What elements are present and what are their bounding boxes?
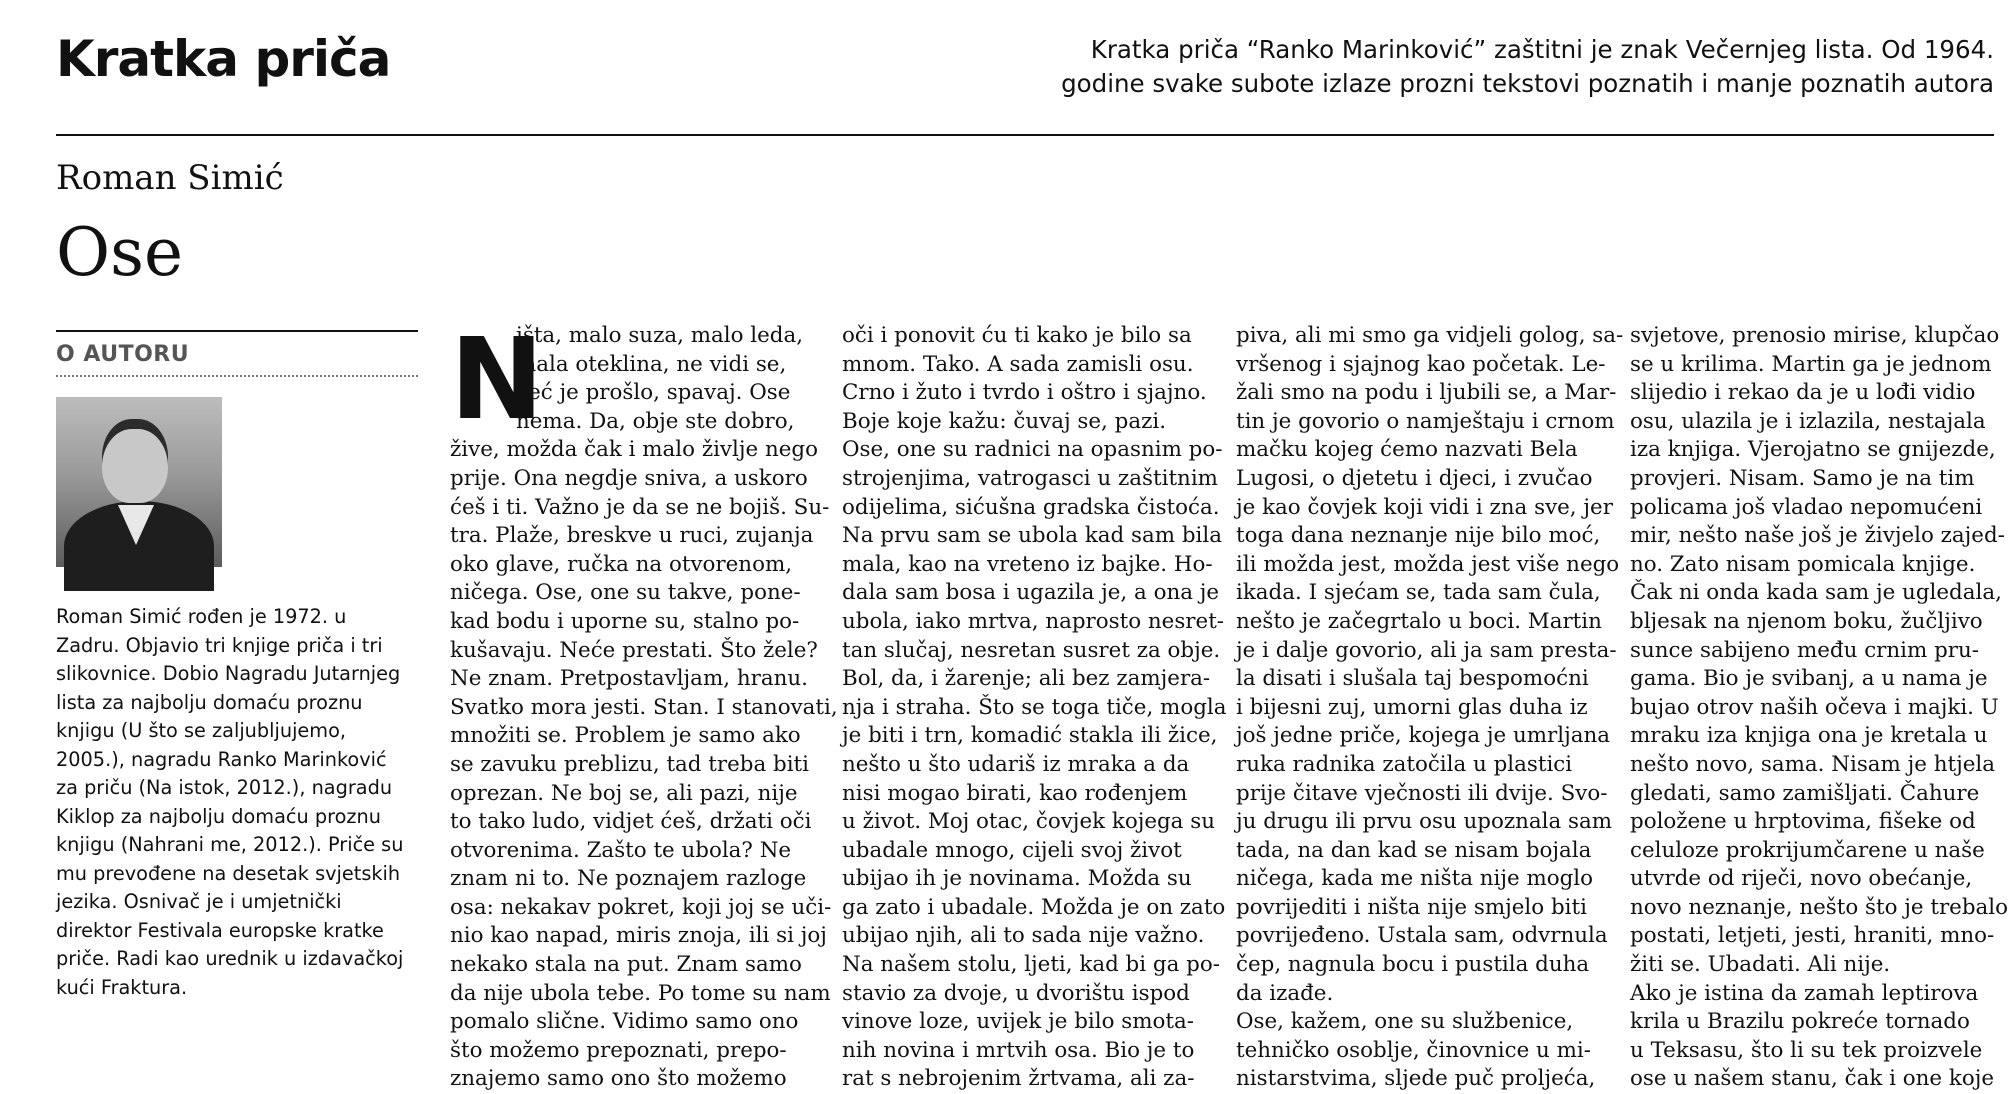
text-line: prije čitave vječnosti ili dvije. Svo- (1236, 780, 1608, 806)
text-line: Na prvu sam se ubola kad sam bila (842, 523, 1222, 549)
text-line: bujao otrov naših očeva i majki. U (1630, 694, 1999, 720)
text-line: mnom. Tako. A sada zamisli osu. (842, 351, 1194, 377)
text-line: žive, možda čak i malo življe nego (450, 437, 818, 463)
text-line: nekako stala na put. Znam samo (450, 952, 802, 978)
text-line: Crno i žuto i tvrdo i oštro i sjajno. (842, 380, 1207, 406)
bio-line: Roman Simić rođen je 1972. u (56, 605, 347, 628)
text-line: ničega, kada me ništa nije moglo (1236, 866, 1594, 892)
text-line: osa: nekakav pokret, koji joj se uči- (450, 894, 832, 920)
text-line: žali smo na podu i ljubili se, a Mar- (1236, 380, 1617, 406)
text-column-3 (1236, 322, 1624, 1094)
text-line: tin je govorio o namještaju i crnom (1236, 408, 1615, 434)
text-line: ose u našem stanu, čak i one koje (1630, 1066, 1994, 1092)
text-line: znam ni to. Ne poznajem razloge (450, 866, 807, 892)
tagline-line: Kratka priča “Ranko Marinković” zaštitni je znak Večernjeg lista. Od 1964. (1090, 35, 1994, 64)
text-line: žiti se. Ubadati. Ali nije. (1630, 952, 1891, 978)
bio-line: jezika. Osnivač je i umjetnički (56, 890, 342, 913)
text-line: nema. Da, obje ste dobro, (516, 408, 795, 434)
text-line: tada, na dan kad se nisam bojala (1236, 837, 1592, 863)
header-tagline (994, 33, 1994, 101)
text-line: množiti se. Problem je samo ako (450, 723, 801, 749)
text-line: nešto je začegrtalo u boci. Martin (1236, 608, 1602, 634)
bio-line: kući Fraktura. (56, 975, 188, 999)
text-line: tehničko osoblje, činovnice u mi- (1236, 1037, 1591, 1063)
drop-cap: N (450, 315, 544, 445)
text-line: Bol, da, i žarenje; ali bez zamjera- (842, 666, 1211, 692)
text-line: la disati i slušala taj bespomoćni (1236, 666, 1589, 692)
text-line: nih novina i mrtvih osa. Bio je to (842, 1037, 1195, 1063)
bio-line: knjigu (Nahrani me, 2012.). Priče su (56, 833, 404, 856)
sidebar-heading: O AUTORU (56, 342, 190, 367)
sidebar-dotted-divider (56, 375, 418, 377)
text-line: provjeri. Nisam. Samo je na tim (1630, 465, 1975, 491)
text-line: mir, nešto naše još je živjelo zajed- (1630, 523, 2005, 549)
text-line: to tako ludo, vidjet ćeš, držati oči (450, 809, 812, 835)
text-line: novo neznanje, nešto što je trebalo (1630, 894, 2008, 920)
text-line: no. Zato nisam pomicala knjige. (1630, 551, 1976, 577)
text-line: pomalo slične. Vidimo samo ono (450, 1009, 799, 1035)
section-title: Kratka priča (56, 30, 391, 88)
text-line: strojenjima, vatrogasci u zaštitnim (842, 465, 1218, 491)
text-line: nio kao napad, miris znoja, ili si joj (450, 923, 827, 949)
text-line: ikada. I sjećam se, tada sam čula, (1236, 580, 1601, 606)
text-line: stavio za dvoje, u dvorištu ispod (842, 980, 1190, 1006)
text-line: je i dalje govorio, ali ja sam presta- (1236, 637, 1617, 663)
text-line: Ako je istina da zamah leptirova (1630, 980, 1979, 1006)
text-line: povrijediti i ništa nije smjelo biti (1236, 894, 1587, 920)
text-line: se u krilima. Martin ga je jednom (1630, 351, 1992, 377)
bio-line: priče. Radi kao urednik u izdavačkoj (56, 947, 404, 970)
text-line: je kao čovjek koji vidi i zna sve, jer (1236, 494, 1613, 520)
text-column-4 (1630, 322, 2008, 1094)
text-line: Na našem stolu, ljeti, kad bi ga po- (842, 952, 1220, 978)
text-line: sunce sabijeno među crnim pru- (1630, 637, 1980, 663)
bio-line: Kiklop za najbolju domaću proznu (56, 804, 381, 828)
text-line: već je prošlo, spavaj. Ose (516, 380, 791, 406)
text-line: krila u Brazilu pokreće tornado (1630, 1009, 1970, 1035)
text-line: ga zato i ubadale. Možda je on zato (842, 894, 1226, 920)
author-bio (56, 603, 418, 1002)
bio-line: direktor Festivala europske kratke (56, 918, 384, 942)
text-line: i bijesni zuj, umorni glas duha iz (1236, 694, 1588, 720)
text-line: nistarstvima, sljede puč proljeća, (1236, 1066, 1596, 1092)
text-line: nešto novo, sama. Nisam je htjela (1630, 751, 1995, 777)
text-line: ubola, iako mrtva, naprosto nesret- (842, 608, 1225, 634)
text-column-2 (842, 322, 1227, 1094)
text-line: još jedne priče, kojega je umrljana (1236, 723, 1611, 749)
story-title: Ose (56, 214, 184, 291)
text-line: kušavaju. Neće prestati. Što žele? (450, 637, 818, 663)
bio-line: za priču (Na istok, 2012.), nagradu (56, 776, 393, 799)
text-line: nisi mogao birati, kao rođenjem (842, 780, 1188, 806)
tagline-line: godine svake subote izlaze prozni tekstovi poznatih i manje poznatih autora (1061, 69, 1994, 98)
text-line: da izađe. (1236, 980, 1334, 1006)
text-line: mačku kojeg ćemo nazvati Bela (1236, 437, 1578, 463)
text-line: Ose, one su radnici na opasnim po- (842, 437, 1223, 463)
text-line: osu, ulazila je i izlazila, nestajala (1630, 408, 1986, 434)
text-line: gledati, samo zamišljati. Čahure (1630, 780, 1980, 806)
text-line: ubijao ih je novinama. Možda su (842, 866, 1192, 892)
text-line: povrijeđeno. Ustala sam, odvrnula (1236, 923, 1608, 949)
text-line: piva, ali mi smo ga vidjeli golog, sa- (1236, 323, 1624, 348)
text-line: gama. Bio je svibanj, a u nama je (1630, 666, 1988, 692)
text-line: oprezan. Ne boj se, ali pazi, nije (450, 780, 798, 806)
text-line: u život. Moj otac, čovjek kojega su (842, 809, 1215, 835)
text-line: celuloze prokrijumčarene u naše (1630, 837, 1985, 863)
text-line: odijelima, sićušna gradska čistoća. (842, 494, 1220, 520)
author-name: Roman Simić (56, 158, 284, 198)
text-line: iza knjiga. Vjerojatno se gnijezde, (1630, 437, 1996, 463)
bio-line: 2005.), nagradu Ranko Marinković (56, 747, 387, 771)
text-line: Lugosi, o djetetu i djeci, i zvučao (1236, 465, 1593, 491)
text-line: slijedio i rekao da je u lođi vidio (1630, 380, 1976, 406)
text-line: kad bodu i uporne su, stalno po- (450, 608, 800, 634)
text-line: ili možda jest, možda jest više nego (1236, 551, 1620, 577)
text-column-1 (450, 315, 838, 1094)
text-line: ju drugu ili prvu osu upoznala sam (1236, 809, 1613, 835)
text-line: se zavuku preblizu, tad treba biti (450, 751, 809, 777)
text-line: toga dana neznanje nije bilo moć, (1236, 523, 1601, 549)
text-line: što možemo prepoznati, prepo- (450, 1037, 787, 1063)
text-line: oči i ponovit ću ti kako je bilo sa (842, 323, 1192, 348)
text-line: Ne znam. Pretpostavljam, hranu. (450, 666, 808, 692)
text-line: ubadale mnogo, cijeli svoj život (842, 837, 1182, 863)
text-line: Svatko mora jesti. Stan. I stanovati, (450, 694, 838, 720)
text-line: bljesak na njenom boku, žučljivo (1630, 608, 1983, 634)
text-line: ruka radnika zatočila u plastici (1236, 751, 1573, 777)
photo-head (102, 419, 168, 503)
author-photo (56, 397, 222, 567)
text-line: rat s nebrojenim žrtvama, ali za- (842, 1066, 1195, 1092)
text-line: nešto u što udariš iz mraka a da (842, 751, 1190, 777)
text-line: svjetove, prenosio mirise, klupčao (1630, 323, 2000, 348)
text-line: postati, letjeti, jesti, hraniti, mno- (1630, 923, 1995, 949)
text-line: išta, malo suza, malo leda, (516, 323, 803, 348)
text-line: tan slučaj, nesretan susret za obje. (842, 637, 1221, 663)
text-line: Boje koje kažu: čuvaj se, pazi. (842, 408, 1167, 434)
text-line: Ose, kažem, one su službenice, (1236, 1009, 1574, 1035)
bio-line: mu prevođene na desetak svjetskih (56, 861, 401, 885)
text-line: utvrde od riječi, novo obećanje, (1630, 866, 1973, 892)
text-line: znajemo samo ono što možemo (450, 1066, 787, 1092)
header-rule (56, 134, 1994, 136)
text-line: oko glave, ručka na otvorenom, (450, 551, 793, 577)
bio-line: lista za najbolju domaću proznu (56, 690, 363, 714)
text-line: otvorenima. Zašto te ubola? Ne (450, 837, 792, 863)
text-line: Čak ni onda kada sam je ugledala, (1630, 580, 2002, 606)
bio-line: Zadru. Objavio tri knjige priča i tri (56, 633, 383, 657)
text-line: prije. Ona negdje sniva, a uskoro (450, 465, 808, 491)
bio-line: slikovnice. Dobio Nagradu Jutarnjeg (56, 662, 401, 685)
text-line: ćeš i ti. Važno je da se ne bojiš. Su- (450, 494, 830, 520)
text-line: u Teksasu, što li su tek proizvele (1630, 1037, 1983, 1063)
text-line: je biti i trn, komadić stakla ili žice, (842, 723, 1218, 749)
text-line: vinove loze, uvijek je bilo smota- (842, 1009, 1194, 1035)
text-line: mraku iza knjiga ona je kretala u (1630, 723, 1988, 749)
text-line: položene u hrptovima, fišeke od (1630, 809, 1976, 835)
text-line: tra. Plaže, breskve u ruci, zujanja (450, 523, 814, 549)
text-line: mala, kao na vreteno iz bajke. Ho- (842, 551, 1213, 577)
text-line: čep, nagnula bocu i pustila duha (1236, 952, 1590, 978)
bio-line: knjigu (U što se zaljubljujemo, (56, 719, 346, 742)
text-line: dala sam bosa i ugazila je, a ona je (842, 580, 1220, 606)
text-line: ničega. Ose, one su takve, pone- (450, 580, 801, 606)
sidebar-rule (56, 330, 418, 332)
text-line: ubijao njih, ali to sada nije važno. (842, 923, 1205, 949)
text-line: mala oteklina, ne vidi se, (516, 351, 787, 377)
text-line: policama još vladao nepomućeni (1630, 494, 1983, 520)
about-author-sidebar (56, 330, 418, 1002)
text-line: nja i straha. Što se toga tiče, mogla (842, 694, 1227, 720)
text-line: vršenog i sjajnog kao početak. Le- (1236, 351, 1606, 377)
text-line: da nije ubola tebe. Po tome su nam (450, 980, 831, 1006)
